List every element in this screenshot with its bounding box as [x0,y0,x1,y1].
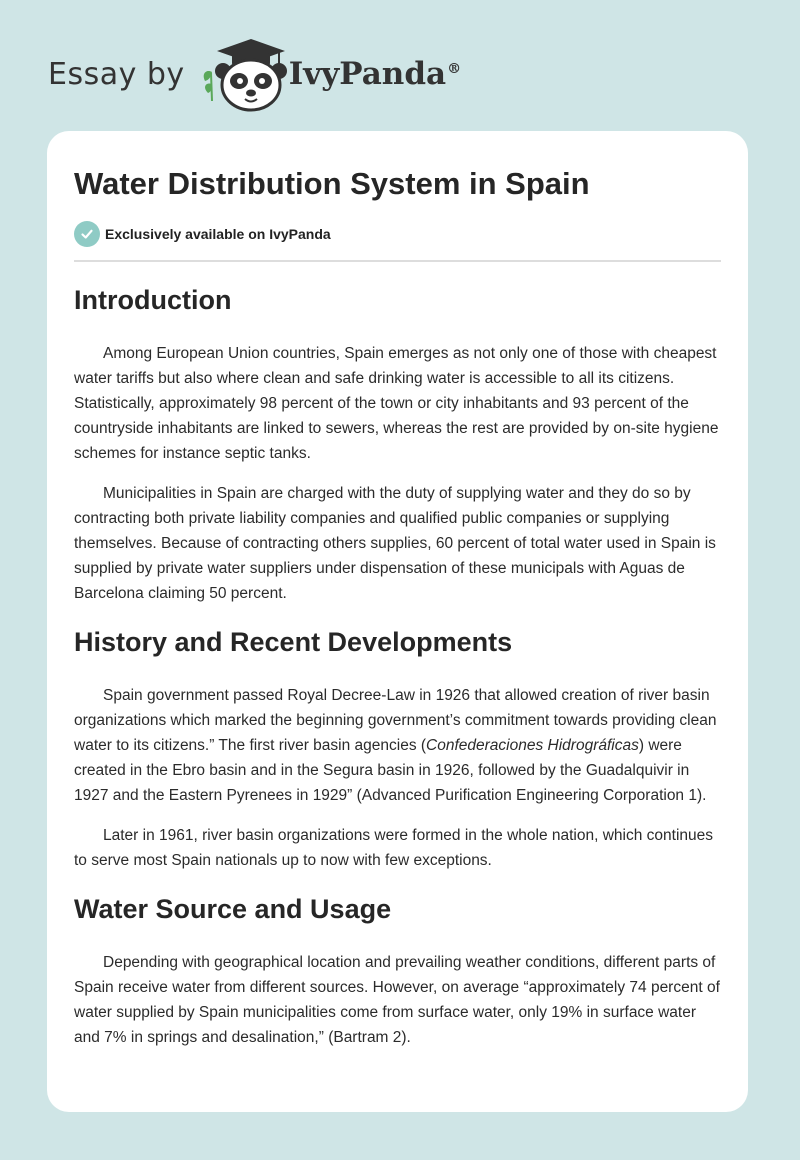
exclusive-label: Exclusively available on IvyPanda [105,226,331,242]
section-introduction [74,284,721,606]
paragraph: Among European Union countries, Spain emerges as not only one of those with cheapest water tariffs but also where clean and safe drinking water is accessible to all its citizens. Statistically, approximately 98 percent of the town or city inhabitants and 93 percent of the countryside inhabitants are linked to sewers, whereas the rest are provided by on-site hygiene schemes for instance septic tanks. [74,345,719,462]
paragraph: Later in 1961, river basin organizations were formed in the whole nation, which continues to serve most Spain nationals up to now with few exceptions. [74,827,714,869]
brand-name: IvyPanda® [288,56,462,92]
paragraph [74,683,721,808]
brand-header [48,34,461,114]
essay-card [47,131,748,1112]
paragraph-text: Spain government passed Royal Decree-Law in 1926 that allowed creation of river basin organizations which marked the beginning government’s commitment towards providing clean water to its citizens.” The first river basin agencies ( [74,687,717,754]
check-icon [74,221,100,247]
exclusive-badge [74,221,721,247]
paragraph: Depending with geographical location and prevailing weather conditions, different parts of Spain receive water from different sources. However, on average “approximately 74 percent of water supplied by Spain municipalities come from surface water, only 19% in surface water and 7% in springs and desalination,” (Bartram 2). [74,954,720,1046]
section-heading: History and Recent Developments [74,627,513,657]
title-divider [74,260,721,262]
section-water-source [74,893,721,1050]
registered-mark: ® [447,60,462,77]
italic-term: Confederaciones Hidrográficas [426,737,639,754]
panda-graduate-icon [199,35,287,113]
brand-prefix: Essay by [48,56,185,92]
paragraph-text: ) were created in the Ebro basin and in the Segura basin in 1926, followed by the Guadalquivir in 1927 and the Eastern Pyrenees in 1929” (Advanced Purification Engineering Corporation 1). [74,737,707,804]
section-heading: Water Source and Usage [74,894,392,924]
page-title: Water Distribution System in Spain [74,166,590,201]
paragraph: Municipalities in Spain are charged with the duty of supplying water and they do so by contracting both private liability companies and qualified public companies or supplying themselves. Because of contracting others supplies, 60 percent of total water used in Spain is supplied by private water suppliers under dispensation of these municipals with Aguas de Barcelona claiming 50 percent. [74,485,716,602]
section-history [74,626,721,873]
section-heading: Introduction [74,285,232,315]
